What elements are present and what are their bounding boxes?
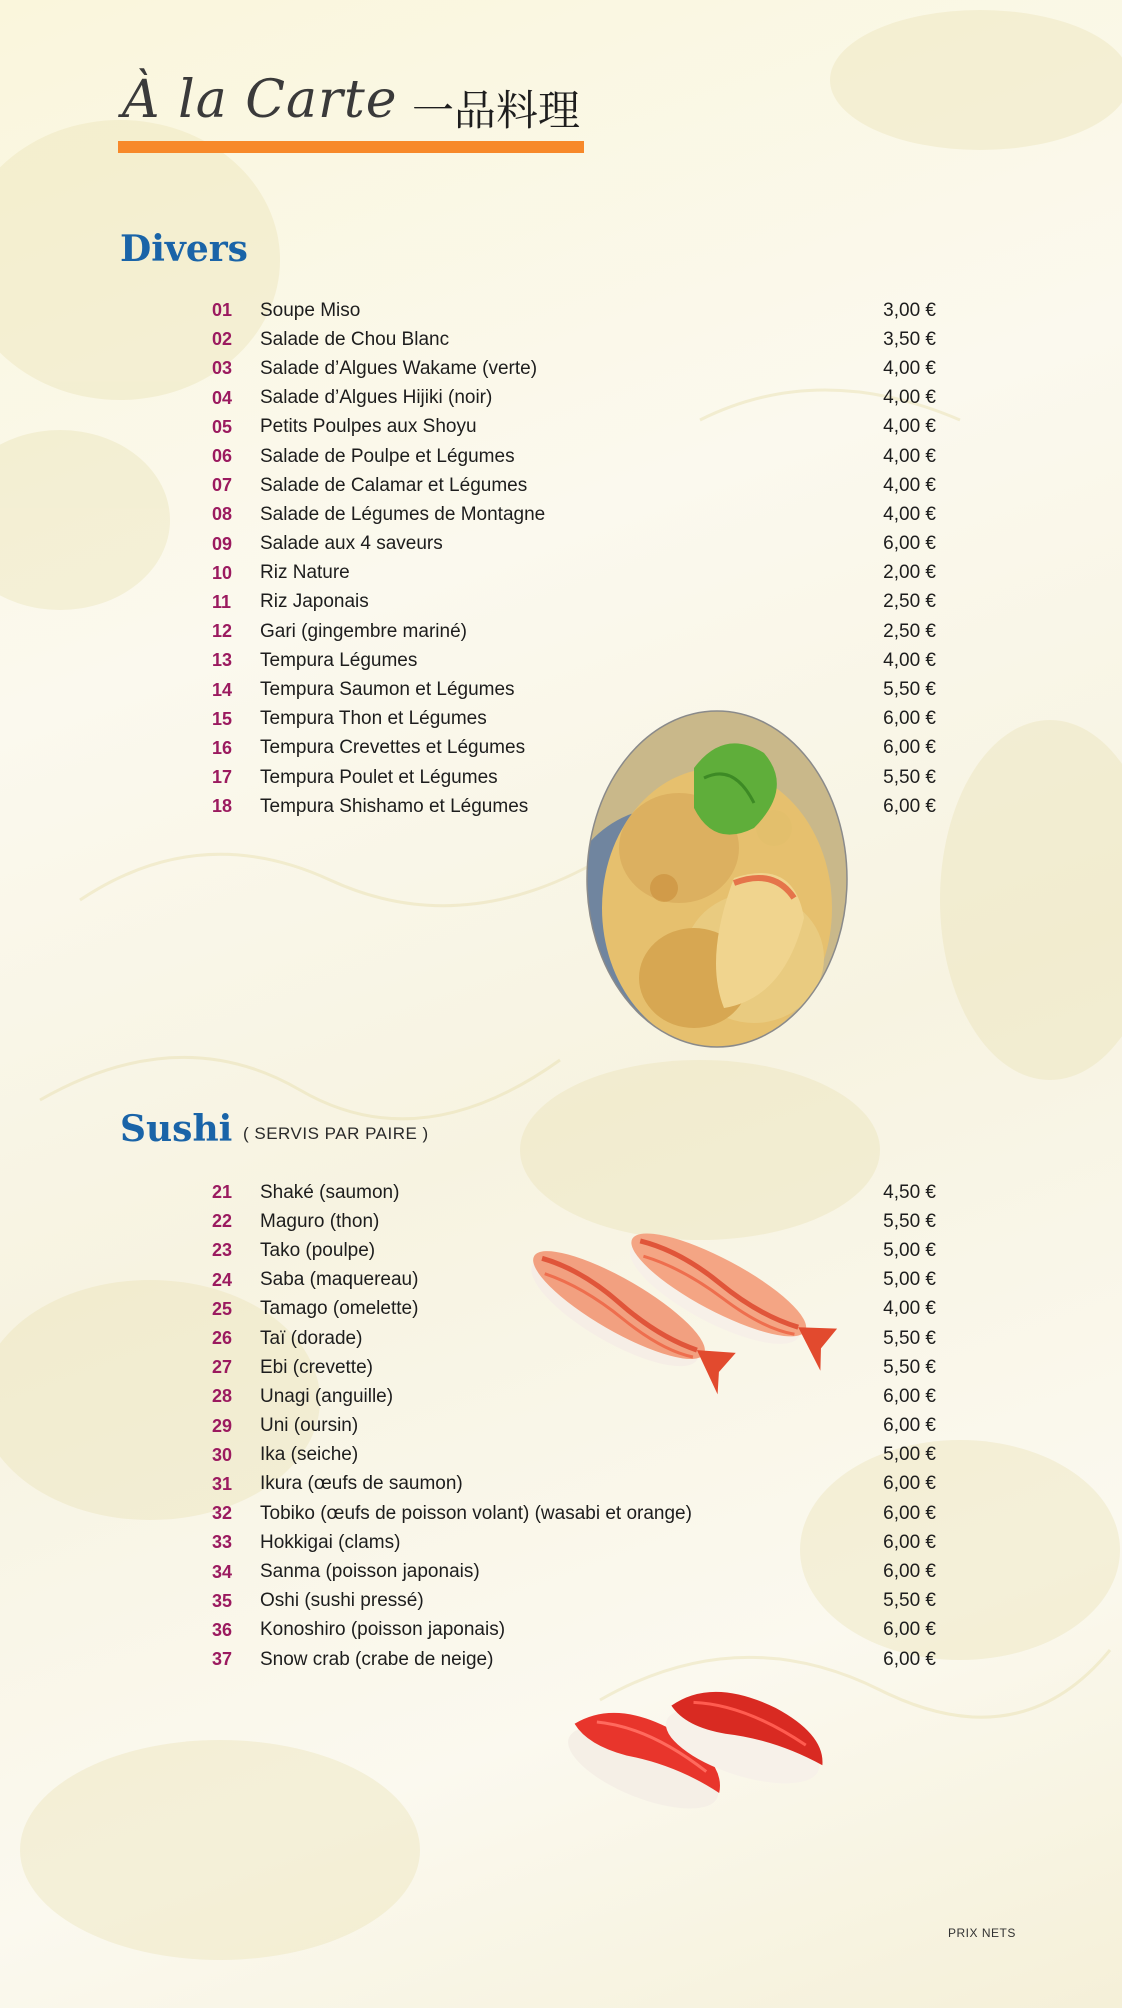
menu-item <box>212 1616 936 1645</box>
item-price: 6,00 € <box>883 795 936 817</box>
menu-item <box>212 354 936 383</box>
item-number: 08 <box>212 504 233 525</box>
item-name: Oshi (sushi pressé) <box>260 1590 424 1612</box>
item-number: 02 <box>212 329 233 350</box>
item-number: 25 <box>212 1298 233 1319</box>
menu-item <box>212 442 936 471</box>
item-price: 4,00 € <box>883 1298 936 1320</box>
dot-leader <box>406 1533 881 1552</box>
item-name: Salade d’Algues Wakame (verte) <box>260 357 538 379</box>
item-name: Sanma (poisson japonais) <box>260 1561 480 1583</box>
dot-leader <box>483 418 882 437</box>
item-name: Unagi (anguille) <box>260 1385 394 1407</box>
item-price: 5,50 € <box>883 1590 936 1612</box>
item-name: Tempura Saumon et Légumes <box>260 679 515 701</box>
sushi-note: ( SERVIS PAR PAIRE ) <box>243 1124 429 1143</box>
item-price: 6,00 € <box>883 1619 936 1641</box>
item-name: Tako (poulpe) <box>260 1239 376 1261</box>
menu-item <box>212 384 936 413</box>
item-number: 07 <box>212 475 233 496</box>
footer-note: PRIX NETS <box>948 1926 1016 1940</box>
item-name: Tempura Poulet et Légumes <box>260 766 498 788</box>
item-price: 6,00 € <box>883 737 936 759</box>
item-name: Tempura Thon et Légumes <box>260 708 487 730</box>
dot-leader <box>364 1446 881 1465</box>
menu-item <box>212 617 936 646</box>
item-price: 5,50 € <box>883 1210 936 1232</box>
item-name: Salade de Légumes de Montagne <box>260 503 546 525</box>
item-name: Soupe Miso <box>260 299 361 321</box>
dot-leader <box>364 1417 881 1436</box>
item-number: 34 <box>212 1561 233 1582</box>
dot-leader <box>499 1650 881 1669</box>
dot-leader <box>405 1183 881 1202</box>
item-number: 24 <box>212 1269 233 1290</box>
item-number: 18 <box>212 796 233 817</box>
item-name: Saba (maquereau) <box>260 1269 419 1291</box>
item-number: 09 <box>212 533 233 554</box>
item-name: Salade de Poulpe et Légumes <box>260 445 515 467</box>
menu-item <box>212 646 936 675</box>
dot-leader <box>423 651 881 670</box>
item-number: 32 <box>212 1503 233 1524</box>
menu-item <box>212 675 936 704</box>
item-number: 29 <box>212 1415 233 1436</box>
dot-leader <box>375 593 881 612</box>
item-price: 4,00 € <box>883 445 936 467</box>
ebi-sushi-photo <box>505 1232 865 1412</box>
item-number: 11 <box>212 591 232 612</box>
item-name: Ika (seiche) <box>260 1444 359 1466</box>
dot-leader <box>430 1592 882 1611</box>
item-price: 6,00 € <box>883 1531 936 1553</box>
item-name: Snow crab (crabe de neige) <box>260 1648 494 1670</box>
item-name: Uni (oursin) <box>260 1415 359 1437</box>
menu-item <box>212 1528 936 1557</box>
item-number: 15 <box>212 708 233 729</box>
item-name: Salade d’Algues Hijiki (noir) <box>260 387 493 409</box>
dot-leader <box>449 535 881 554</box>
item-number: 21 <box>212 1182 233 1203</box>
tempura-photo <box>584 708 850 1050</box>
dot-leader <box>486 1563 881 1582</box>
item-number: 31 <box>212 1473 233 1494</box>
item-name: Ebi (crevette) <box>260 1356 373 1378</box>
item-number: 27 <box>212 1357 233 1378</box>
item-number: 37 <box>212 1649 233 1670</box>
item-price: 4,50 € <box>883 1181 936 1203</box>
menu-item <box>212 1499 936 1528</box>
item-price: 4,00 € <box>883 416 936 438</box>
item-number: 16 <box>212 737 233 758</box>
item-name: Maguro (thon) <box>260 1210 380 1232</box>
item-price: 5,50 € <box>883 1327 936 1349</box>
item-number: 13 <box>212 650 233 671</box>
item-name: Tobiko (œufs de poisson volant) (wasabi et orange) <box>260 1502 692 1524</box>
item-number: 04 <box>212 387 233 408</box>
item-number: 28 <box>212 1386 233 1407</box>
dot-leader <box>511 1621 881 1640</box>
title-underline <box>118 141 584 153</box>
dot-leader <box>498 389 881 408</box>
item-number: 14 <box>212 679 233 700</box>
menu-item <box>212 588 936 617</box>
item-number: 26 <box>212 1328 233 1349</box>
item-name: Ikura (œufs de saumon) <box>260 1473 463 1495</box>
dot-leader <box>521 447 882 466</box>
menu-item <box>212 1557 936 1586</box>
item-price: 3,50 € <box>883 328 936 350</box>
item-name: Riz Nature <box>260 562 350 584</box>
item-price: 6,00 € <box>883 708 936 730</box>
item-name: Shaké (saumon) <box>260 1181 400 1203</box>
menu-item <box>212 1470 936 1499</box>
item-number: 22 <box>212 1211 233 1232</box>
dot-leader <box>698 1504 881 1523</box>
maguro-sushi-photo <box>555 1668 845 1828</box>
item-name: Hokkigai (clams) <box>260 1531 401 1553</box>
item-price: 6,00 € <box>883 1473 936 1495</box>
item-name: Tamago (omelette) <box>260 1298 419 1320</box>
item-price: 6,00 € <box>883 533 936 555</box>
item-price: 2,50 € <box>883 591 936 613</box>
item-price: 3,00 € <box>883 299 936 321</box>
item-number: 35 <box>212 1590 233 1611</box>
item-price: 5,50 € <box>883 679 936 701</box>
menu-item <box>212 500 936 529</box>
item-price: 4,00 € <box>883 649 936 671</box>
item-number: 23 <box>212 1240 233 1261</box>
item-number: 30 <box>212 1444 233 1465</box>
title-japanese: 一品料理 <box>412 86 581 135</box>
item-price: 2,00 € <box>883 562 936 584</box>
dot-leader <box>551 505 881 524</box>
item-price: 4,00 € <box>883 357 936 379</box>
item-price: 5,00 € <box>883 1444 936 1466</box>
item-name: Gari (gingembre mariné) <box>260 620 467 642</box>
item-name: Tempura Crevettes et Légumes <box>260 737 526 759</box>
menu-item <box>212 1178 936 1207</box>
dot-leader <box>366 301 881 320</box>
dot-leader <box>521 681 882 700</box>
item-price: 5,50 € <box>883 1356 936 1378</box>
dot-leader <box>543 359 881 378</box>
dot-leader <box>455 330 881 349</box>
item-name: Riz Japonais <box>260 591 369 613</box>
menu-item <box>212 296 936 325</box>
item-name: Salade aux 4 saveurs <box>260 533 443 555</box>
item-price: 2,50 € <box>883 620 936 642</box>
item-price: 4,00 € <box>883 503 936 525</box>
item-price: 5,00 € <box>883 1239 936 1261</box>
item-price: 6,00 € <box>883 1502 936 1524</box>
menu-item <box>212 530 936 559</box>
dot-leader <box>473 622 881 641</box>
menu-item <box>212 559 936 588</box>
menu-item <box>212 325 936 354</box>
item-name: Tempura Légumes <box>260 649 418 671</box>
item-price: 4,00 € <box>883 387 936 409</box>
menu-item <box>212 1441 936 1470</box>
item-number: 33 <box>212 1532 233 1553</box>
item-price: 5,50 € <box>883 766 936 788</box>
item-price: 6,00 € <box>883 1561 936 1583</box>
menu-item <box>212 471 936 500</box>
item-name: Salade de Calamar et Légumes <box>260 474 528 496</box>
item-price: 6,00 € <box>883 1415 936 1437</box>
item-number: 03 <box>212 358 233 379</box>
item-price: 5,00 € <box>883 1269 936 1291</box>
item-number: 01 <box>212 300 233 321</box>
dot-leader <box>469 1475 881 1494</box>
item-number: 10 <box>212 562 233 583</box>
menu-item <box>212 1587 936 1616</box>
title-french: À la Carte <box>122 70 398 130</box>
item-number: 36 <box>212 1619 233 1640</box>
item-name: Taï (dorade) <box>260 1327 363 1349</box>
menu-item <box>212 413 936 442</box>
item-price: 4,00 € <box>883 474 936 496</box>
dot-leader <box>385 1212 881 1231</box>
dot-leader <box>356 564 881 583</box>
item-name: Salade de Chou Blanc <box>260 328 450 350</box>
dot-leader <box>533 476 881 495</box>
item-number: 12 <box>212 621 233 642</box>
menu-item <box>212 1412 936 1441</box>
section-title-divers: Divers <box>120 228 248 270</box>
section-title-sushi: Sushi <box>120 1108 233 1150</box>
item-number: 05 <box>212 416 233 437</box>
item-number: 06 <box>212 446 233 467</box>
item-name: Tempura Shishamo et Légumes <box>260 795 529 817</box>
item-price: 6,00 € <box>883 1385 936 1407</box>
item-number: 17 <box>212 767 233 788</box>
item-name: Konoshiro (poisson japonais) <box>260 1619 506 1641</box>
item-name: Petits Poulpes aux Shoyu <box>260 416 477 438</box>
item-price: 6,00 € <box>883 1648 936 1670</box>
